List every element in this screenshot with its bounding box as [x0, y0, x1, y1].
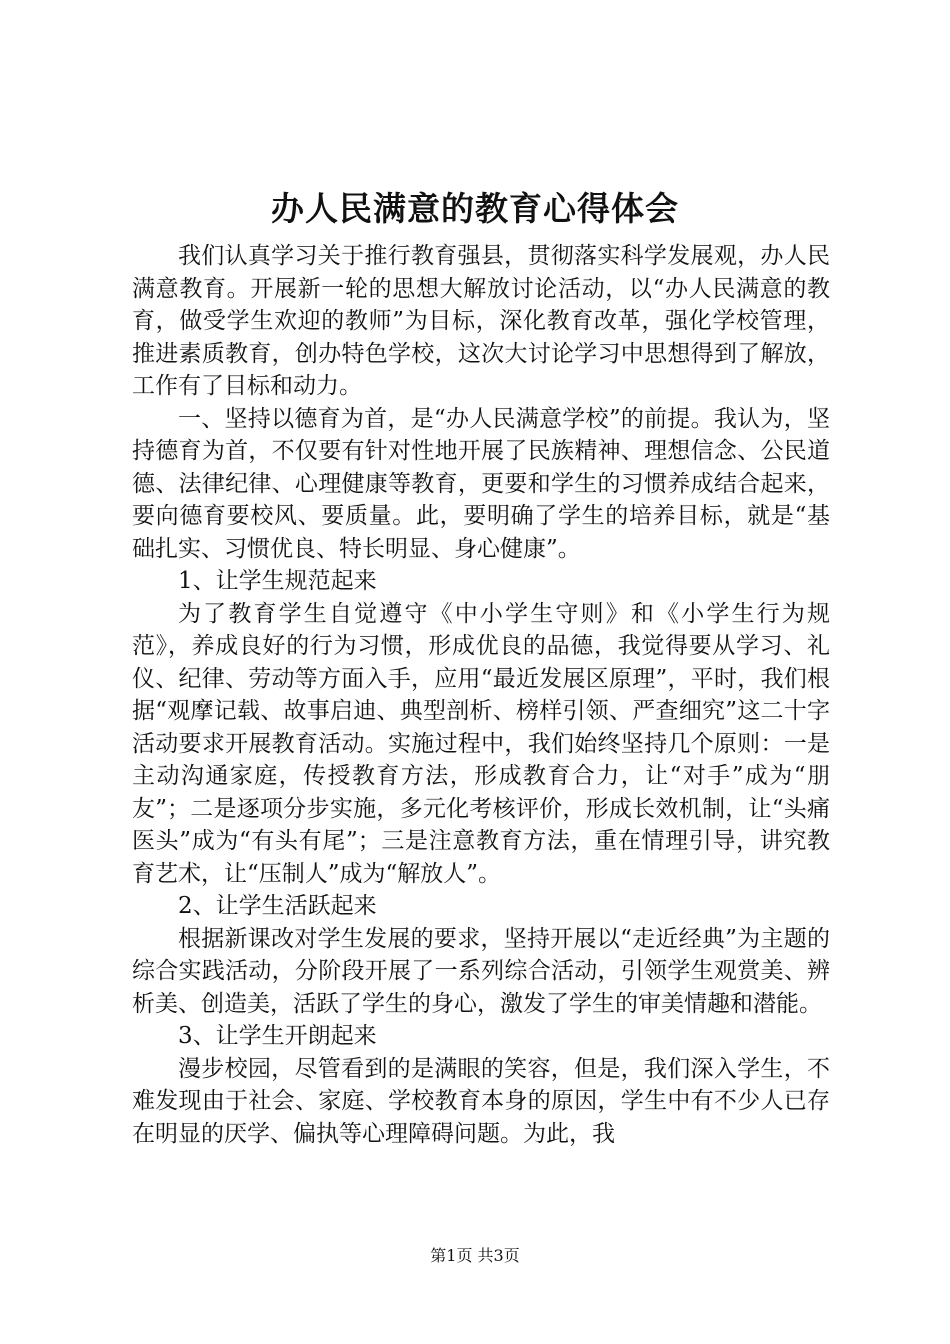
- document-body: [132, 240, 830, 1150]
- document-title: 办人民满意的教育心得体会: [271, 189, 679, 228]
- subheading-2: 2、让学生活跃起来: [178, 893, 377, 919]
- subheading-1: 1、让学生规范起来: [178, 568, 377, 594]
- subsection-2-paragraph: 根据新课改对学生发展的要求，坚持开展以“走近经典”为主题的综合实践活动，分阶段开展了一系列综合活动，引领学生观赏美、辨析美、创造美，活跃了学生的身心，激发了学生的审美情趣和潜能。: [132, 925, 830, 1017]
- subsection-1-paragraph: 为了教育学生自觉遵守《中小学生守则》和《小学生行为规范》，养成良好的行为习惯，形成优良的品德，我觉得要从学习、礼仪、纪律、劳动等方面入手，应用“最近发展区原理”，平时，我们根据“观摩记载、故事启迪、典型剖析、榜样引领、严查细究”这二十字活动要求开展教育活动。实施过程中，我们始终坚持几个原则：一是主动沟通家庭，传授教育方法，形成教育合力，让“对手”成为“朋友”；二是逐项分步实施，多元化考核评价，形成长效机制，让“头痛医头”成为“有头有尾”；三是注意教育方法，重在情理引导，讲究教育艺术，让“压制人”成为“解放人”。: [132, 600, 830, 887]
- intro-paragraph: 我们认真学习关于推行教育强县，贯彻落实科学发展观，办人民满意教育。开展新一轮的思想大解放讨论活动，以“办人民满意的教育，做受学生欢迎的教师”为目标，深化教育改革，强化学校管理，推进素质教育，创办特色学校，这次大讨论学习中思想得到了解放，工作有了目标和动力。: [132, 243, 830, 399]
- subsection-3-paragraph: 漫步校园，尽管看到的是满眼的笑容，但是，我们深入学生，不难发现由于社会、家庭、学校教育本身的原因，学生中有不少人已存在明显的厌学、偏执等心理障碍问题。为此，我: [132, 1055, 830, 1147]
- section-one-paragraph: 一、坚持以德育为首，是“办人民满意学校”的前提。我认为，坚持德育为首，不仅要有针对性地开展了民族精神、理想信念、公民道德、法律纪律、心理健康等教育，更要和学生的习惯养成结合起来，要向德育要校风、要质量。此，要明确了学生的培养目标，就是“基础扎实、习惯优良、特长明显、身心健康”。: [132, 405, 830, 562]
- page-footer: 第1页 共3页: [430, 1246, 520, 1265]
- subheading-3: 3、让学生开朗起来: [178, 1023, 377, 1049]
